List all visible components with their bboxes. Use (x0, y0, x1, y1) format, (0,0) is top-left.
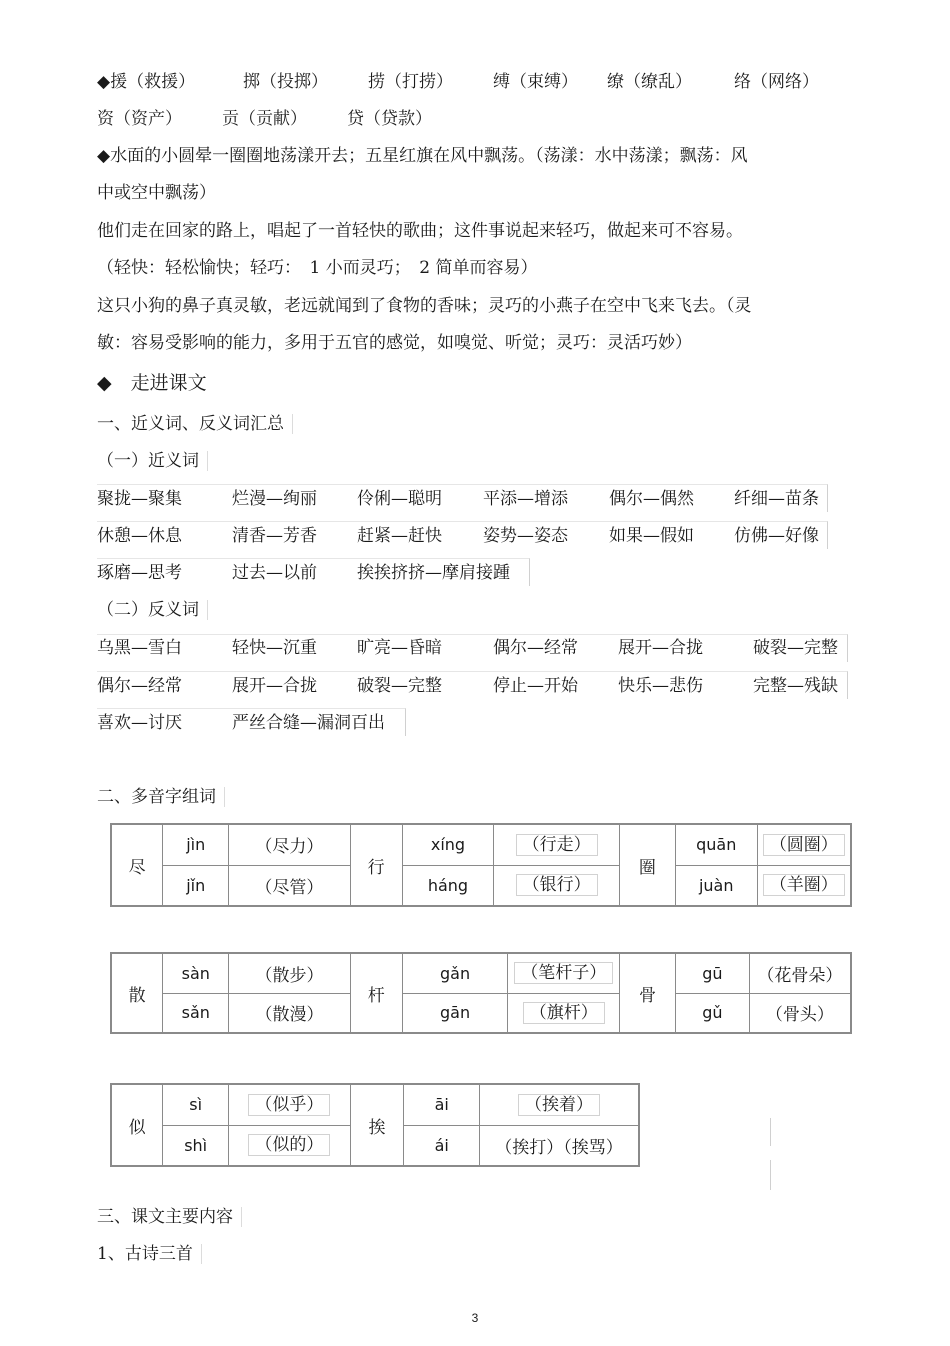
antonym-pair: 严丝合缝—漏洞百出 (232, 713, 385, 733)
word-cell: （挨着） (480, 1084, 639, 1125)
antonym-pair: 轻快—沉重 (232, 638, 317, 658)
synonym-pair: 琢磨—思考 (97, 563, 182, 583)
antonym-pair: 乌黑—雪白 (97, 638, 182, 658)
synonym-pair: 纤细—苗条 (734, 489, 819, 509)
pinyin-cell: āi (404, 1084, 480, 1125)
polyphone-char: 似 (111, 1084, 163, 1166)
word-cell: （尽管） (229, 865, 351, 906)
word-cell: （笔杆子） (508, 953, 620, 993)
synonym-pair: 姿势—姿态 (483, 526, 568, 546)
antonym-pair: 停止—开始 (493, 676, 578, 696)
synonym-pair: 烂漫—绚丽 (232, 489, 317, 509)
pinyin-cell: háng (402, 865, 494, 906)
vocab-item: 贷（贷款） (347, 109, 432, 129)
antonym-pair: 喜欢—讨厌 (97, 713, 182, 733)
antonym-band (97, 671, 848, 699)
polyphone-char: 骨 (620, 953, 676, 1033)
synonym-pair: 赶紧—赶快 (357, 526, 442, 546)
pinyin-cell: jǐn (163, 865, 229, 906)
pinyin-cell: gū (675, 953, 749, 993)
pinyin-cell: jìn (163, 824, 229, 865)
page-number: 3 (471, 1311, 479, 1325)
synonym-pair: 挨挨挤挤—摩肩接踵 (357, 563, 510, 583)
divider (770, 1118, 771, 1146)
polyphone-char: 尽 (111, 824, 163, 906)
antonym-pair: 旷亮—昏暗 (357, 638, 442, 658)
vocab-item: 掷（投掷） (243, 72, 328, 92)
sentence-2-line-1: 他们走在回家的路上，唱起了一首轻快的歌曲；这件事说起来轻巧，做起来可不容易。 (97, 221, 743, 241)
pinyin-cell: quān (675, 824, 757, 865)
vocab-item: 缚（束缚） (493, 72, 578, 92)
antonym-pair: 破裂—完整 (753, 638, 838, 658)
antonym-pair: 快乐—悲伤 (618, 676, 703, 696)
synonym-pair: 过去—以前 (232, 563, 317, 583)
polyphone-table-1 (110, 823, 852, 907)
sentence-3-line-1: 这只小狗的鼻子真灵敏，老远就闻到了食物的香味；灵巧的小燕子在空中飞来飞去。（灵 (97, 296, 752, 316)
pinyin-cell: juàn (675, 865, 757, 906)
word-cell: （挨打）（挨骂） (480, 1125, 639, 1166)
synonym-pair: 仿佛—好像 (734, 526, 819, 546)
part3-item-1: 1、古诗三首 (97, 1244, 202, 1264)
polyphone-char: 杆 (350, 953, 402, 1033)
pinyin-cell: shì (163, 1125, 229, 1166)
polyphone-table-3 (110, 1083, 640, 1167)
synonym-pair: 休憩—休息 (97, 526, 182, 546)
word-cell: （银行） (494, 865, 620, 906)
word-cell: （散步） (229, 953, 351, 993)
antonym-pair: 展开—合拢 (232, 676, 317, 696)
sentence-3-line-2: 敏：容易受影响的能力，多用于五官的感觉，如嗅觉、听觉；灵巧：灵活巧妙） (97, 333, 692, 353)
synonym-pair: 聚拢—聚集 (97, 489, 182, 509)
synonym-pair: 清香—芳香 (232, 526, 317, 546)
word-cell: （花骨朵） (749, 953, 851, 993)
polyphone-char: 挨 (350, 1084, 404, 1166)
vocab-item: 捞（打捞） (368, 72, 453, 92)
pinyin-cell: gān (402, 993, 508, 1033)
pinyin-cell: gǎn (402, 953, 508, 993)
vocab-item: 资（资产） (97, 109, 182, 129)
word-cell: （行走） (494, 824, 620, 865)
pinyin-cell: ái (404, 1125, 480, 1166)
vocab-item: ◆援（救援） (97, 72, 196, 92)
antonym-pair: 偶尔—经常 (97, 676, 182, 696)
antonym-pair: 破裂—完整 (357, 676, 442, 696)
synonym-pair: 伶俐—聪明 (357, 489, 442, 509)
part3-title: 三、课文主要内容 (97, 1207, 242, 1227)
word-cell: （羊圈） (757, 865, 851, 906)
pinyin-cell: sì (163, 1084, 229, 1125)
word-cell: （尽力） (229, 824, 351, 865)
polyphone-char: 圈 (620, 824, 676, 906)
word-cell: （似乎） (229, 1084, 351, 1125)
pinyin-cell: sàn (163, 953, 229, 993)
polyphone-table-2 (110, 952, 852, 1034)
pinyin-cell: xíng (402, 824, 494, 865)
sentence-1-line-2: 中或空中飘荡） (97, 183, 216, 203)
synonym-pair: 如果—假如 (609, 526, 694, 546)
word-cell: （旗杆） (508, 993, 620, 1033)
word-cell: （散漫） (229, 993, 351, 1033)
section-heading: ◆ 走进课文 (97, 372, 207, 394)
word-cell: （似的） (229, 1125, 351, 1166)
vocab-item: 络（网络） (734, 72, 819, 92)
synonyms-title: （一）近义词 (97, 451, 208, 471)
synonym-pair: 偶尔—偶然 (609, 489, 694, 509)
antonyms-title: （二）反义词 (97, 600, 208, 620)
synonym-band (97, 484, 828, 512)
polyphone-char: 行 (350, 824, 402, 906)
sentence-1-line-1: ◆水面的小圆晕一圈圈地荡漾开去；五星红旗在风中飘荡。（荡漾：水中荡漾；飘荡：风 (97, 146, 748, 166)
antonym-pair: 偶尔—经常 (493, 638, 578, 658)
word-cell: （圆圈） (757, 824, 851, 865)
antonym-pair: 展开—合拢 (618, 638, 703, 658)
pinyin-cell: sǎn (163, 993, 229, 1033)
part1-title: 一、近义词、反义词汇总 (97, 414, 293, 434)
synonym-pair: 平添—增添 (483, 489, 568, 509)
synonym-band (97, 521, 828, 549)
vocab-item: 缭（缭乱） (607, 72, 692, 92)
vocab-item: 贡（贡献） (222, 109, 307, 129)
polyphone-char: 散 (111, 953, 163, 1033)
word-cell: （骨头） (749, 993, 851, 1033)
divider (770, 1160, 771, 1190)
pinyin-cell: gǔ (675, 993, 749, 1033)
antonym-band (97, 634, 848, 662)
sentence-2-line-2: （轻快：轻松愉快；轻巧： 1 小而灵巧； 2 简单而容易） (97, 258, 538, 278)
part2-title: 二、多音字组词 (97, 787, 225, 807)
antonym-pair: 完整—残缺 (753, 676, 838, 696)
